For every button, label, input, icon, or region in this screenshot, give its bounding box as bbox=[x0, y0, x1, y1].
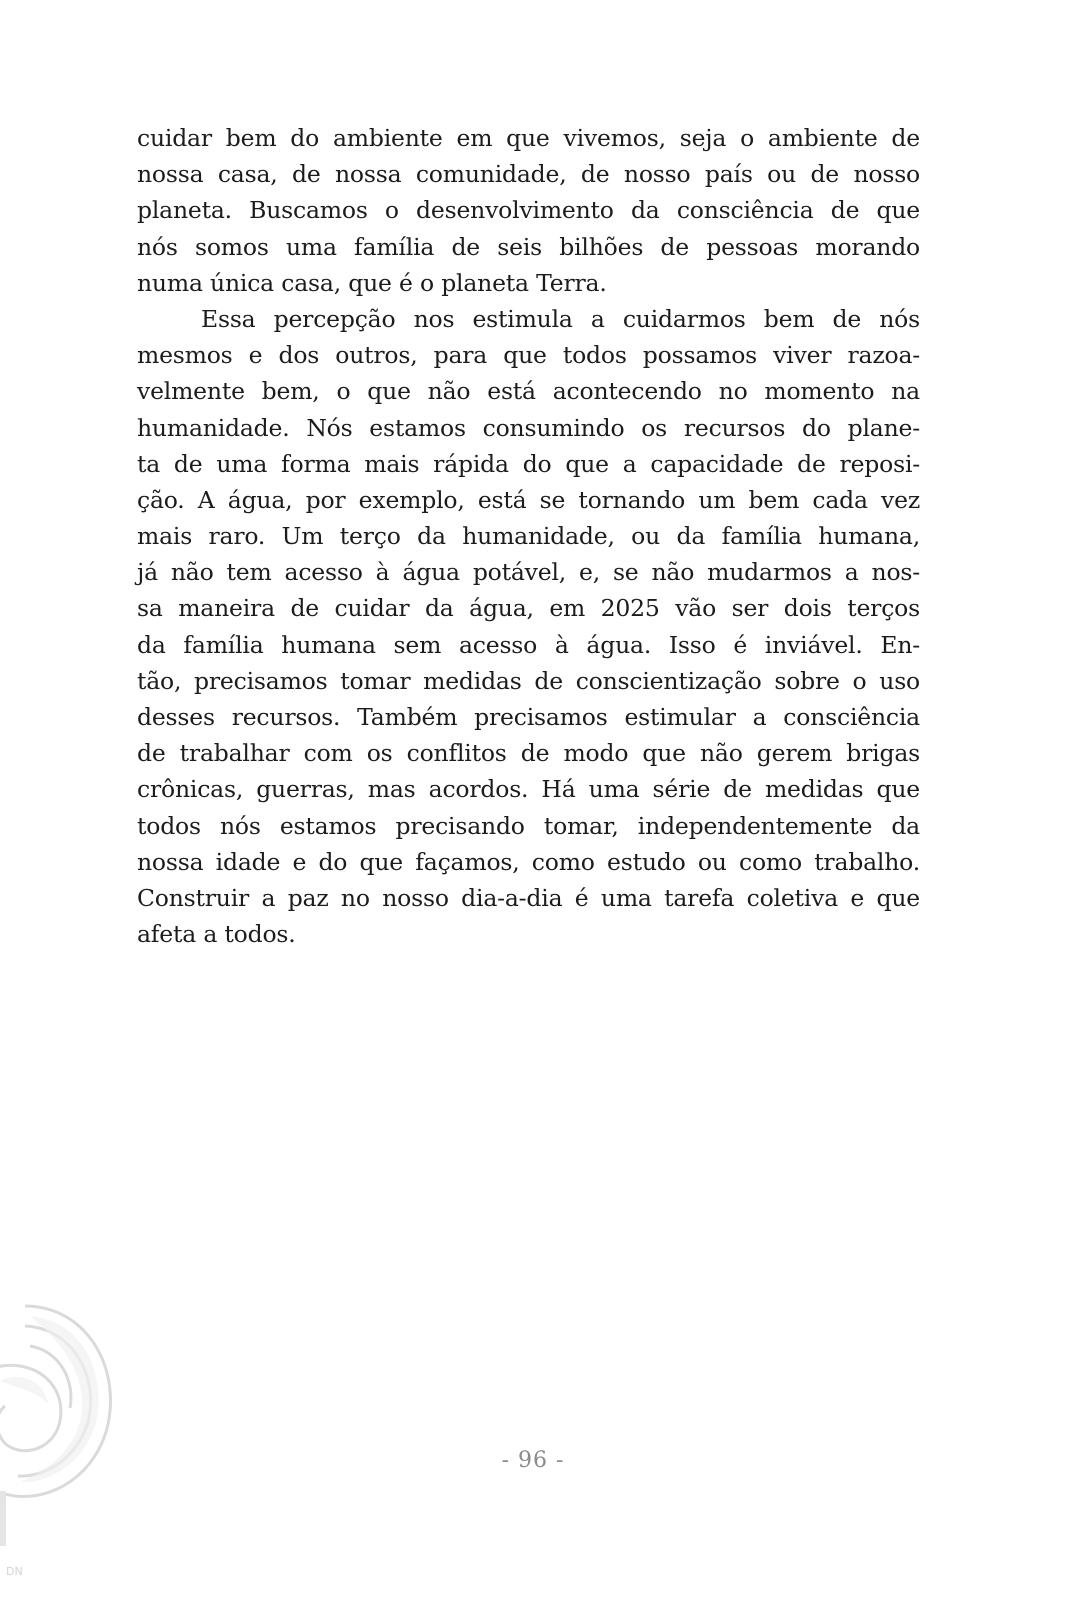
text-line: numa única casa, que é o planeta Terra. bbox=[137, 268, 607, 297]
paragraph-1 bbox=[137, 120, 920, 301]
text-line: mesmos e dos outros, para que todos possamos viver razoa- bbox=[137, 341, 920, 370]
text-line: já não tem acesso à água potável, e, se não mudarmos a nos- bbox=[137, 558, 920, 587]
text-line: todos nós estamos precisando tomar, independentemente da bbox=[137, 811, 920, 840]
text-line: crônicas, guerras, mas acordos. Há uma série de medidas que bbox=[137, 775, 920, 804]
text-line: humanidade. Nós estamos consumindo os recursos do plane- bbox=[137, 413, 920, 442]
text-line: desses recursos. Também precisamos estimular a consciência bbox=[137, 703, 920, 731]
text-line: mais raro. Um terço da humanidade, ou da família humana, bbox=[137, 522, 920, 551]
text-line: cuidar bem do ambiente em que vivemos, seja o ambiente de bbox=[137, 124, 920, 152]
text-line: sa maneira de cuidar da água, em 2025 vão ser dois terços bbox=[137, 594, 920, 623]
text-line: ção. A água, por exemplo, está se tornando um bem cada vez bbox=[137, 485, 920, 514]
text-line: Construir a paz no nosso dia-a-dia é uma tarefa coletiva e que bbox=[137, 883, 920, 912]
text-line: Essa percepção nos estimula a cuidarmos bem de nós bbox=[201, 304, 920, 333]
text-line: nossa idade e do que façamos, como estudo ou como trabalho. bbox=[137, 847, 920, 876]
swirl-decoration-icon bbox=[0, 1286, 120, 1546]
body-text bbox=[137, 120, 920, 952]
paragraph-2 bbox=[137, 301, 920, 952]
text-line: nossa casa, de nossa comunidade, de nosso país ou de nosso bbox=[137, 160, 920, 189]
text-line: nós somos uma família de seis bilhões de pessoas morando bbox=[137, 232, 920, 261]
text-line: da família humana sem acesso à água. Isso é inviável. En- bbox=[137, 630, 920, 659]
page-number: - 96 - bbox=[501, 1448, 565, 1473]
text-line: ta de uma forma mais rápida do que a capacidade de reposi- bbox=[137, 449, 920, 478]
decoration-label: DN bbox=[6, 1565, 23, 1578]
text-line: de trabalhar com os conflitos de modo que não gerem brigas bbox=[137, 739, 920, 768]
text-line: planeta. Buscamos o desenvolvimento da consciência de que bbox=[137, 196, 920, 225]
text-line: tão, precisamos tomar medidas de conscientização sobre o uso bbox=[137, 666, 920, 695]
text-line: velmente bem, o que não está acontecendo no momento na bbox=[137, 377, 920, 406]
text-line: afeta a todos. bbox=[137, 920, 296, 949]
